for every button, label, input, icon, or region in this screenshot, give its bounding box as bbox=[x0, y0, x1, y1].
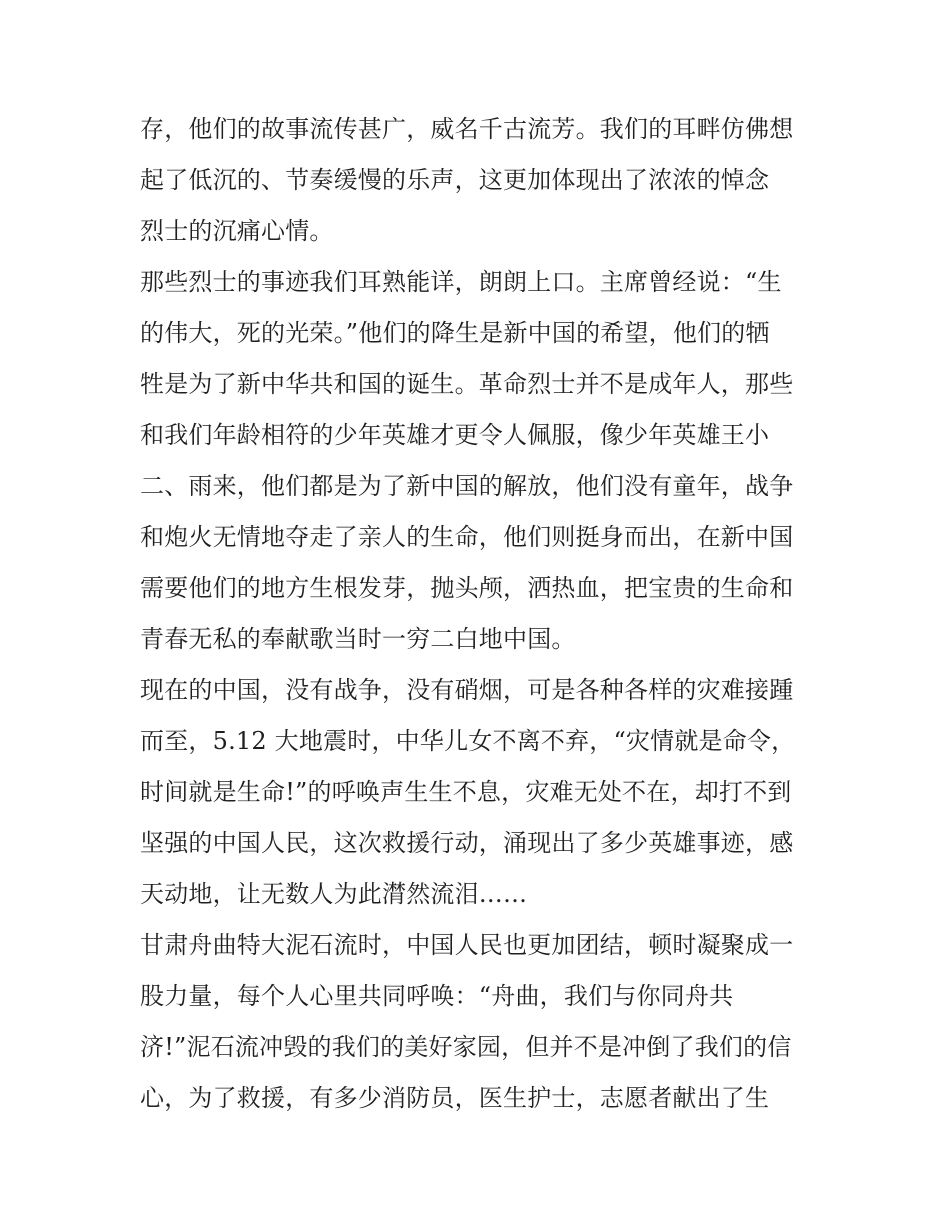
text-line: 和炮火无情地夺走了亲人的生命，他们则挺身而出，在新中国 bbox=[140, 523, 794, 551]
text-line: 股力量，每个人心里共同呼唤：“舟曲，我们与你同舟共 bbox=[140, 982, 734, 1010]
text-line: 青春无私的奉献歌当时一穷二白地中国。 bbox=[140, 625, 576, 653]
text-line: 甘肃舟曲特大泥石流时，中国人民也更加团结，顿时凝聚成一 bbox=[140, 931, 794, 959]
text-line: 坚强的中国人民，这次救援行动，涌现出了多少英雄事迹，感 bbox=[140, 829, 794, 857]
text-line: 现在的中国，没有战争，没有硝烟，可是各种各样的灾难接踵 bbox=[140, 676, 794, 704]
text-line: 心，为了救援，有多少消防员，医生护士，志愿者献出了生 bbox=[140, 1084, 770, 1112]
text-line: 烈士的沉痛心情。 bbox=[140, 217, 334, 245]
text-line: 那些烈士的事迹我们耳熟能详，朗朗上口。主席曾经说：“生 bbox=[140, 268, 782, 296]
text-line: 而至，5.12 大地震时，中华儿女不离不弃，“灾情就是命令， bbox=[140, 727, 796, 755]
text-line: 的伟大，死的光荣。”他们的降生是新中国的希望，他们的牺 bbox=[140, 319, 770, 347]
text-line: 时间就是生命!”的呼唤声生生不息，灾难无处不在，却打不到 bbox=[140, 778, 792, 806]
text-line: 和我们年龄相符的少年英雄才更令人佩服，像少年英雄王小 bbox=[140, 421, 770, 449]
text-line: 需要他们的地方生根发芽，抛头颅，洒热血，把宝贵的生命和 bbox=[140, 574, 794, 602]
text-line: 存，他们的故事流传甚广，威名千古流芳。我们的耳畔仿佛想 bbox=[140, 115, 794, 143]
text-line: 天动地，让无数人为此潸然流泪…… bbox=[140, 880, 528, 908]
text-line: 牲是为了新中华共和国的诞生。革命烈士并不是成年人，那些 bbox=[140, 370, 794, 398]
text-line: 起了低沉的、节奏缓慢的乐声，这更加体现出了浓浓的悼念 bbox=[140, 166, 770, 194]
text-line: 济!”泥石流冲毁的我们的美好家园，但并不是冲倒了我们的信 bbox=[140, 1033, 792, 1061]
body-text bbox=[140, 104, 820, 1124]
text-line: 二、雨来，他们都是为了新中国的解放，他们没有童年，战争 bbox=[140, 472, 794, 500]
